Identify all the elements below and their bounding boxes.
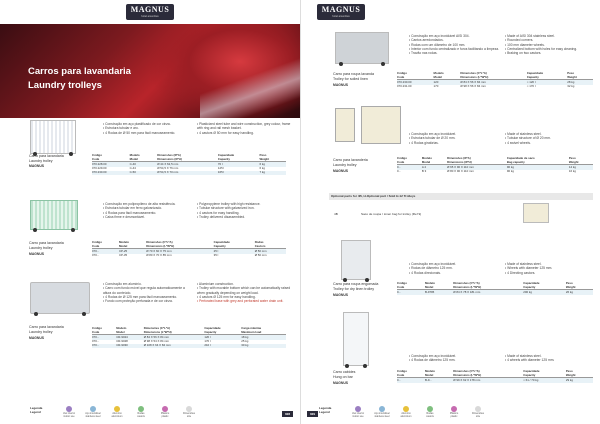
table-cell: ≈ 170 l <box>526 84 536 89</box>
table-cell: C-40 <box>130 162 158 167</box>
product-bullets-pt: • Construção em aço inoxidável. • 4 Rodas de diâmetro 125 mm. <box>409 354 501 363</box>
table-cell: Ø 80 X 90 X 110 mm <box>447 169 474 174</box>
product-brand: MAGNUS <box>29 336 45 340</box>
spec-table <box>92 327 286 348</box>
bag-trolley-image-b <box>361 106 401 144</box>
product-bullets-pt: • Construção em aço inoxidável. • Rodas de diâmetro 125 mm. • 4 Rodas direcionais. <box>409 262 501 275</box>
table-cell: ≈ 120 l <box>527 80 567 85</box>
table-cell: 170 l <box>204 339 211 344</box>
table-cell: Ø 65 X 90 X 110 mm <box>447 165 507 170</box>
legend-icon <box>90 406 96 412</box>
table-cell: 25 kg <box>241 339 249 344</box>
table-header: Modelo Model <box>116 326 127 334</box>
table-header: Carga máxima Maximum load <box>241 326 262 334</box>
table-cell: CR-9028 <box>116 339 128 344</box>
table-cell: A 2 <box>422 165 447 170</box>
table-cell: CP-35 <box>118 253 128 258</box>
table-cell: 070... <box>92 339 100 344</box>
legend-item: Plástico plastic <box>154 406 176 419</box>
table-row <box>397 85 593 89</box>
table-header: Rodas Castors <box>254 240 266 248</box>
table-header: Capacidade Capacity <box>526 71 544 79</box>
legend-item: Dimensões size <box>467 406 489 419</box>
magnus-logo <box>317 4 365 20</box>
table-row <box>92 344 286 348</box>
right-page <box>300 0 600 424</box>
table-cell: CR-9030 <box>116 344 143 348</box>
table-header: Peso Weight <box>259 153 270 161</box>
table-cell: B-9... <box>425 378 453 383</box>
legend-icon <box>451 406 457 412</box>
table-cell: 070.229.00 <box>92 166 107 171</box>
spec-table <box>397 157 593 174</box>
table-cell: ≈ 61 / 70 kg <box>523 378 566 383</box>
table-header: Modelo Model <box>424 369 436 377</box>
product-bullets-pt: • Construção em aço inoxidável. • Estrutura tubular de Ø 20 mm. • 4 Rodas giratórias. <box>409 132 501 145</box>
table-cell: Ø 98 X 54 X 84 mm <box>143 339 170 344</box>
logo-tagline: hotel amenities <box>332 15 350 18</box>
table-cell: 200 kg <box>523 290 566 295</box>
table-cell: 070... <box>92 253 100 258</box>
legend-icon <box>475 406 481 412</box>
product-bullets-en: • Made of stainless steel. • 4 wheels with diameter 125 mm. <box>505 354 597 363</box>
table-header: Capacidade Capacity <box>217 153 235 161</box>
table-row <box>397 170 593 174</box>
table-header: Dimensões (C*L*A) Dimensions (L*W*H) <box>453 281 482 289</box>
product-section <box>0 118 300 196</box>
legend-icon <box>114 406 120 412</box>
table-cell: CP-25 <box>119 249 146 254</box>
table-cell: Ø 99 X 62 X 178 mm <box>453 378 523 383</box>
legend-icon <box>186 406 192 412</box>
table-cell: 120 l <box>204 335 241 340</box>
table-cell: 35 l <box>213 253 219 258</box>
table-header: Peso Weight <box>565 281 576 289</box>
table-cell: 6 kg <box>260 162 286 167</box>
table-cell: 0... <box>397 169 402 174</box>
spec-table <box>92 154 286 175</box>
table-cell: 0... <box>397 165 422 170</box>
table-header: Peso Weight <box>567 71 577 79</box>
product-section <box>0 276 300 366</box>
page-number: 029 <box>307 411 318 417</box>
product-bullets-en: • Made of AISI 304 stainless steel. • Rounded corners. • 100 mm diameter wheels. • Centralized bottom with holes for easy cleaning. • Braking on two castors. <box>505 34 597 55</box>
product-name: Carro para lavandaria Laundry trolley <box>29 325 64 334</box>
table-header: Código Code <box>397 71 407 79</box>
legend-icon <box>138 406 144 412</box>
legend-item: Rodas castors <box>130 406 152 419</box>
table-cell: 070.230.00 <box>397 80 434 85</box>
section-title-en: Laundry trolleys <box>28 80 102 91</box>
table-cell: Ø 50 mm <box>255 249 286 254</box>
table-cell: 070.231.00 <box>397 84 412 89</box>
table-cell: 70 l <box>218 162 260 167</box>
table-header: Dimensões (C*L*A) Dimensions (L*W*H) <box>146 240 175 248</box>
magnus-logo <box>126 4 174 20</box>
shelf-trolley-image <box>341 240 371 280</box>
accessory-band: Optional parts for 4B, H-Optional part / Sold H-12 Trolleys <box>329 193 593 200</box>
table-header: Código Code <box>92 240 102 248</box>
table-cell: CR-9024 <box>116 335 143 340</box>
table-cell: 25 l <box>214 249 255 254</box>
table-cell: 170 <box>433 84 439 89</box>
product-bullets-pt: • Construção em alumínio. • Carro com fundo móvel que regula automaticamente a altura do conteúdo. • 4 Rodas de Ø 125 mm para fácil manuseamento. • Fundo com proteção perfurada e de cor cinza. <box>103 282 191 303</box>
table-cell: 29 kg <box>566 378 593 383</box>
legend-icon <box>427 406 433 412</box>
table-cell: 32 kg <box>567 84 575 89</box>
spec-table <box>397 72 593 89</box>
product-bullets-pt: • Construção em aço plastificado de cor cinza. • Estrutura tubular e aro. • 4 Rodas de Ø 50 mm para fácil manuseamento. <box>103 122 191 135</box>
linen-bag-image <box>523 203 549 223</box>
product-brand: MAGNUS <box>333 293 349 297</box>
table-cell: B-9795 <box>425 290 453 295</box>
table-header: Dimensões (Ø*A) Dimensions (Ø*H) <box>157 153 182 161</box>
table-cell: Ø 84 X 78 X 181 mm <box>453 290 523 295</box>
legend-icon <box>66 406 72 412</box>
product-name: Carro para roupa lavanda Trolley for soiled linen <box>333 72 374 81</box>
table-cell: Ø 44 X 62,5 mm <box>157 162 218 167</box>
product-name: Carro para lavandaria Laundry trolley <box>29 241 64 250</box>
product-brand: MAGNUS <box>29 164 45 168</box>
table-cell: Ø 84 X 56 X 84 mm <box>460 80 526 85</box>
table-header: Modelo Model <box>424 281 436 289</box>
table-header: Modelo Model <box>129 153 140 161</box>
table-header: Capacidade de saco Bag capacity <box>506 156 535 164</box>
spec-table <box>397 370 593 383</box>
table-cell: B 3 <box>421 169 427 174</box>
table-cell: 90 kg <box>506 169 514 174</box>
legend-item: Plástico plastic <box>443 406 465 419</box>
table-header: Dimensões (C*L*A) Dimensions (L*W*H) <box>453 369 482 377</box>
table-cell: 120 <box>434 80 461 85</box>
table-cell: 210 l <box>204 344 241 348</box>
table-cell: 6 kg <box>259 166 265 171</box>
legend-icon <box>403 406 409 412</box>
table-header: Dimensões (Ø*A) Dimensions (Ø*H) <box>447 156 472 164</box>
table-header: Código Code <box>397 156 407 164</box>
plastic-trolley-image <box>30 200 78 230</box>
product-section <box>0 196 300 274</box>
table-row <box>92 254 286 258</box>
table-cell: 28 kg <box>567 80 593 85</box>
product-name: Carro para lavanderia Laundry trolley <box>333 158 368 167</box>
product-section <box>301 100 600 190</box>
table-row <box>397 378 593 383</box>
table-header: Modelo Model <box>421 156 432 164</box>
product-section <box>301 312 600 402</box>
legend-icon <box>162 406 168 412</box>
wire-trolley-image <box>30 120 76 154</box>
legend-item: Uso interior indoor use <box>58 406 80 419</box>
table-header: Código Code <box>397 369 407 377</box>
table-cell: Ø 80 X 70 X 85 mm <box>146 253 172 258</box>
product-name: Carro cabides Hung on bar <box>333 370 356 379</box>
table-cell: Ø 84 X 56 X 84 mm <box>144 335 205 340</box>
product-brand: MAGNUS <box>333 169 349 173</box>
logo-name: MAGNUS <box>321 5 361 14</box>
logo-tagline: hotel amenities <box>141 15 159 18</box>
table-cell: Ø 108 X 64 X 84 mm <box>144 344 205 348</box>
table-cell: C-50 <box>130 171 158 175</box>
table-cell: 90 kg <box>507 165 569 170</box>
product-bullets-en: • Made of stainless steel. • Wheels with diameter 125 mm. • 4 Directing castors. <box>505 262 597 275</box>
table-header: Capacidade Capacity <box>204 326 221 334</box>
table-cell: 070... <box>92 344 116 348</box>
table-cell: 165 l <box>218 171 260 175</box>
table-cell: 7 kg <box>260 171 286 175</box>
product-section <box>301 28 600 96</box>
table-header: Capacidade Capacity <box>523 281 540 289</box>
legend-bar <box>0 403 300 424</box>
page-number: 028 <box>282 411 293 417</box>
accessory-code: 4B <box>334 212 338 216</box>
aluminium-trolley-image <box>30 282 90 314</box>
table-header: Capacidade Capacity <box>213 240 230 248</box>
product-bullets-en: • Aluminium construction. • Trolley with movable bottom which can be automatically raised when gradually depending on weight load. • 4 castors Ø 125 mm for easy handling. • Perforated base with grey and perforated water drain unit. <box>197 282 295 303</box>
table-cell: 070... <box>92 249 119 254</box>
legend-item: Rodas castors <box>419 406 441 419</box>
table-header: Código Code <box>92 153 102 161</box>
table-cell: Ø 98 X 56 X 84 mm <box>460 84 486 89</box>
table-cell: 16 kg <box>568 169 576 174</box>
table-header: Dimensões (C*L*A) Dimensions (L*W*H) <box>143 326 172 334</box>
table-cell: 125 l <box>217 166 225 171</box>
legend-label: Legenda Legend <box>30 406 43 414</box>
product-bullets-en: • Made of stainless steel. • Tubular structure of Ø 20 mm. • 4 swivel wheels. <box>505 132 597 145</box>
steel-bin-trolley-image <box>335 32 389 64</box>
table-cell: Ø 70 X 60 X 75 mm <box>146 249 213 254</box>
table-cell: 14 kg <box>569 165 593 170</box>
table-row <box>397 290 593 295</box>
legend-icon <box>379 406 385 412</box>
table-header: Modelo Model <box>433 71 444 79</box>
legend-item: Aço inoxidável stainless steel <box>82 406 104 419</box>
product-section <box>301 240 600 310</box>
table-cell: 18 kg <box>241 335 286 340</box>
section-title-pt: Carros para lavandaria <box>28 66 131 77</box>
table-cell: 0... <box>397 378 425 383</box>
product-brand: MAGNUS <box>333 83 349 87</box>
product-bullets-en: • Plasticized steel tube and wire construction, grey colour, frame with ring and rail mesh basket. • 4 castors Ø 50 mm for easy handling. <box>197 122 295 135</box>
legend-item: Uso interior indoor use <box>347 406 369 419</box>
product-bullets-en: • Polypropylene trolley with high resistance. • Tubular structure with galvanized iron. • 4 castors for easy handling. • Trolley delivered disassembled. <box>197 202 295 219</box>
table-cell: Ø 50 mm <box>254 253 267 258</box>
table-cell: 0... <box>397 290 425 295</box>
product-name: Carro para roupa engomada Trolley for dry linen trolley <box>333 282 379 291</box>
bag-trolley-image-a <box>335 108 355 142</box>
hero-banner <box>0 24 300 118</box>
legend-icon <box>355 406 361 412</box>
table-header: Código Code <box>92 326 102 334</box>
table-cell: 070.230.00 <box>92 171 130 175</box>
legend-bar <box>301 403 600 424</box>
table-header: Código Code <box>397 281 407 289</box>
legend-item: Alumínio aluminium <box>395 406 417 419</box>
legend-item: Aço inoxidável stainless steel <box>371 406 393 419</box>
logo-name: MAGNUS <box>130 5 170 14</box>
table-header: Peso Weight <box>565 369 576 377</box>
table-cell: Ø 54,5 X 70 mm <box>157 171 218 175</box>
table-cell: C-44 <box>129 166 136 171</box>
table-cell: 26 kg <box>566 290 593 295</box>
table-header: Capacidade Capacity <box>523 369 540 377</box>
product-brand: MAGNUS <box>333 381 349 385</box>
legend-item: Dimensões size <box>178 406 200 419</box>
product-bullets-pt: • Construção em aço inoxidável AISI 304. • Cantos arredondados. • Rodas com um diâmetro de 100 mm. • Interior com fundo centralizado e furos facilitando a limpeza. • Travão nas rodas. <box>409 34 501 55</box>
product-brand: MAGNUS <box>29 252 45 256</box>
table-cell: 30 kg <box>241 344 286 348</box>
table-row <box>92 171 286 175</box>
table-header: Dimensões (C*L*A) Dimensions (L*W*H) <box>460 71 489 79</box>
accessory-desc: Saco de roupa / Linen bag for trolley (Ref 9) <box>361 212 422 216</box>
product-name: Carro para lavandaria Laundry trolley <box>29 154 64 163</box>
legend-label: Legenda Legend <box>319 406 332 414</box>
table-header: Peso Weight <box>568 156 579 164</box>
table-cell: 070... <box>92 335 116 340</box>
table-cell: Ø 54,5 X 76 mm <box>157 166 179 171</box>
spec-table <box>397 282 593 295</box>
spec-table <box>92 241 286 258</box>
legend-item: Alumínio aluminium <box>106 406 128 419</box>
table-header: Modelo Model <box>118 240 130 248</box>
hanging-trolley-image <box>343 312 369 366</box>
product-bullets-pt: • Construção em polipropileno de alta resistência. • Estrutura tubular em ferro galvanizado. • 4 Rodas para fácil manuseamento. • Caixa firme e desmontável. <box>103 202 191 219</box>
hero-fabric-highlight <box>200 54 300 118</box>
table-cell: 070.228.00 <box>92 162 130 167</box>
